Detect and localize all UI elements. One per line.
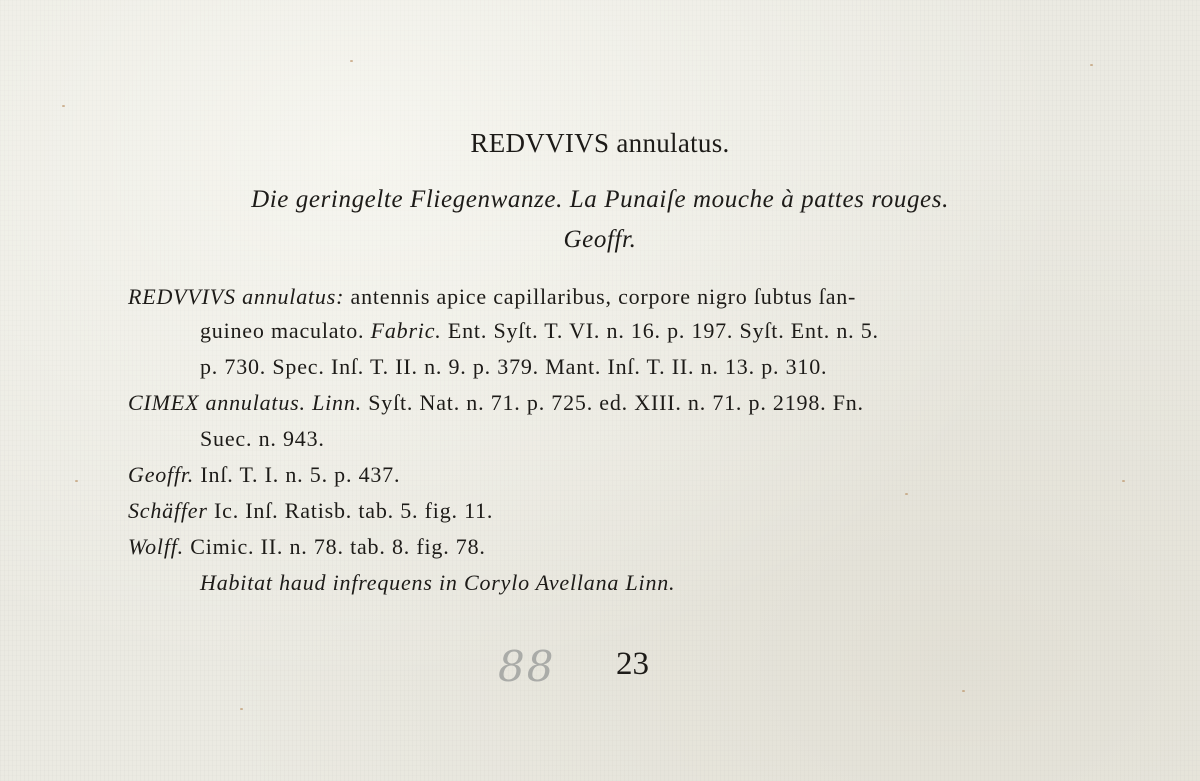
habitat-note: Habitat haud infrequens in Corylo Avellana Linn. (200, 570, 676, 595)
paper-speck (350, 60, 353, 62)
synonym-text: p. 730. Spec. Inſ. T. II. n. 9. p. 379. Mant. Inſ. T. II. n. 13. p. 310. (200, 354, 828, 379)
synonym-text: Suec. n. 943. (200, 426, 325, 451)
paper-speck (1090, 64, 1093, 66)
synonym-text: Cimic. II. n. 78. tab. 8. fig. 78. (183, 534, 486, 559)
synonym-text: Ic. Inſ. Ratisb. tab. 5. fig. 11. (207, 498, 494, 523)
synonym-reference-author: Linn. (312, 390, 362, 415)
page-heading: REDVVIVS annulatus. (470, 128, 730, 158)
synonym-entry-geoffroy (128, 462, 400, 488)
synonym-continuation (200, 318, 879, 344)
synonym-entry-redvvius (128, 284, 856, 310)
synonym-continuation (200, 354, 827, 380)
synonym-author: REDVVIVS annulatus: (128, 284, 345, 309)
common-names-line-1: Die geringelte Fliegenwanze. La Punaiſe mouche à pattes rouges. (251, 186, 949, 213)
synonym-entry-cimex (128, 390, 864, 416)
synonym-entry-wolff (128, 534, 486, 560)
synonym-author: Schäffer (128, 498, 208, 523)
paper-speck (62, 105, 65, 107)
synonym-text: Syſt. Nat. n. 71. p. 725. ed. XIII. n. 71. p. 2198. Fn. (361, 390, 864, 415)
synonym-author: Wolff. (128, 534, 184, 559)
synonym-text: guineo maculato. (200, 318, 371, 343)
synonym-author: Geoffr. (128, 462, 195, 487)
paper-speck (962, 690, 965, 692)
synonym-continuation (200, 426, 325, 452)
page-number: 23 (616, 646, 649, 682)
synonym-text: antennis apice capillaribus, corpore nigro ſubtus ſan- (344, 284, 857, 309)
synonym-text: Ent. Syſt. T. VI. n. 16. p. 197. Syſt. Ent. n. 5. (441, 318, 879, 343)
paper-speck (1122, 480, 1125, 482)
paper-speck (240, 708, 243, 710)
paper-speck (75, 480, 78, 482)
pencil-mark: 88 (498, 642, 556, 691)
common-names-line-2: Geoffr. (563, 226, 637, 253)
synonym-entry-schaeffer (128, 498, 493, 524)
synonym-reference-author: Fabric. (370, 318, 442, 343)
paper-speck (905, 493, 908, 495)
synonym-author: CIMEX annulatus. (128, 390, 306, 415)
synonym-text: Inſ. T. I. n. 5. p. 437. (194, 462, 401, 487)
